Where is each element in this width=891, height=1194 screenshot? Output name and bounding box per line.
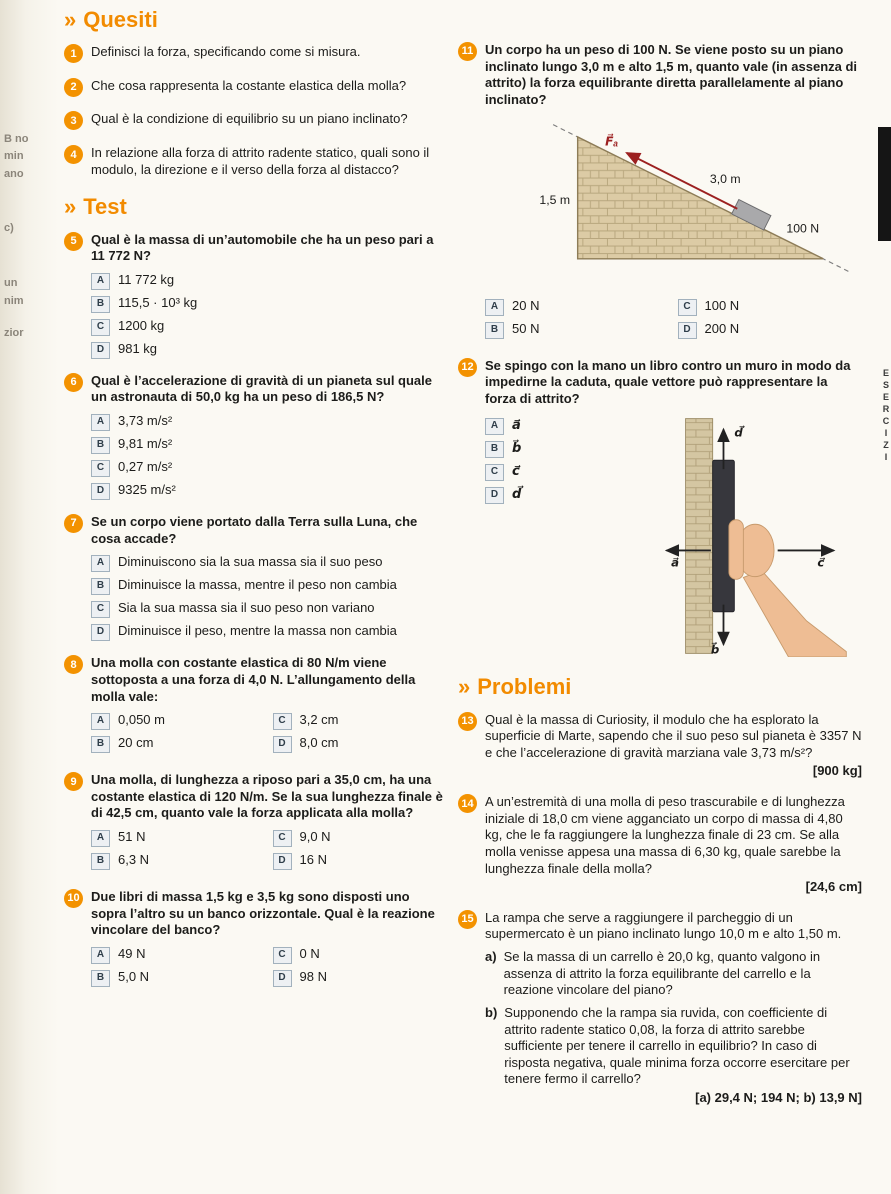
question-text: Qual è la condizione di equilibrio su un piano inclinato? <box>91 111 408 127</box>
option-text: 9,81 m/s² <box>118 436 173 451</box>
option-letter: C <box>678 299 697 316</box>
answer-option-b <box>91 735 265 753</box>
answer-option-a <box>91 946 265 964</box>
question-number-badge: 11 <box>458 42 477 61</box>
test-question-12 <box>458 358 862 658</box>
answer-option-c <box>273 829 447 847</box>
option-letter: A <box>91 830 110 847</box>
option-letter: A <box>91 273 110 290</box>
option-letter: A <box>91 947 110 964</box>
answer-option-b <box>91 436 446 454</box>
part-label: a) <box>485 949 497 965</box>
option-text: 8,0 cm <box>299 735 339 751</box>
answer-option-a <box>91 272 446 290</box>
problem-15 <box>458 910 862 1107</box>
question-text: Definisci la forza, specificando come si misura. <box>91 44 361 60</box>
option-text: 16 N <box>299 852 327 867</box>
test-question-10 <box>64 889 446 992</box>
answer-option-a <box>485 417 585 435</box>
question-number-badge: 4 <box>64 145 83 164</box>
option-text: 9325 m/s² <box>118 482 176 497</box>
answer-option-d <box>91 482 446 500</box>
test-question-5 <box>64 232 446 359</box>
question-number-badge: 15 <box>458 910 477 929</box>
question-text: Se spingo con la mano un libro contro un muro in modo da impedirne la caduta, quale vettore può rappresentare la forza di attrito? <box>485 357 851 406</box>
option-text: 100 N <box>704 297 740 313</box>
question-text: Che cosa rappresenta la costante elastica della molla? <box>91 77 407 93</box>
option-letter: B <box>91 736 110 753</box>
test-question-6 <box>64 373 446 500</box>
weight-label: 100 N <box>786 220 820 235</box>
option-letter: D <box>273 970 292 987</box>
question-text: Qual è la massa di un’automobile che ha un peso pari a 11 772 N? <box>91 231 434 264</box>
question-number-badge: 8 <box>64 655 83 674</box>
option-text: 20 cm <box>118 735 154 751</box>
answer-option-c <box>273 946 447 964</box>
option-text: 6,3 N <box>118 852 150 867</box>
quesito-1 <box>64 44 446 61</box>
answer-option-b <box>91 852 265 870</box>
margin-fragment: un <box>4 277 18 289</box>
question-number-badge: 2 <box>64 78 83 97</box>
question-number-badge: 9 <box>64 772 83 791</box>
answer-option-b <box>91 295 446 313</box>
answer-options <box>91 829 446 875</box>
option-letter: A <box>91 414 110 431</box>
answer-option-c <box>678 298 863 316</box>
section-heading-quesiti <box>64 8 446 32</box>
question-text: In relazione alla forza di attrito radente statico, quali sono il modulo, la direzione e il verso della forza al distacco? <box>91 145 430 177</box>
chevron-icon: » <box>64 194 77 220</box>
answer-option-d <box>273 852 447 870</box>
question-text: Una molla con costante elastica di 80 N/m viene sottoposta a una forza di 4,0 N. L’allungamento della molla vale: <box>91 655 416 704</box>
section-heading-test <box>64 195 446 219</box>
height-label: 1,5 m <box>539 192 571 207</box>
problem-part-a <box>485 949 862 999</box>
answer-option-b <box>91 969 265 987</box>
part-text: Se la massa di un carrello è 20,0 kg, quanto valgono in assenza di attrito la forza equilibrante del carrello e la reazione vincolare del piano? <box>503 949 821 998</box>
quesito-3 <box>64 111 446 128</box>
option-letter: B <box>91 853 110 870</box>
option-text: Diminuisce il peso, mentre la massa non cambia <box>118 623 397 639</box>
answer-options <box>91 413 446 500</box>
question-number-badge: 3 <box>64 111 83 130</box>
section-title: Problemi <box>477 674 572 700</box>
question-number-badge: 14 <box>458 794 477 813</box>
vector-b-label: b⃗ <box>710 643 720 657</box>
option-letter: B <box>485 322 504 339</box>
section-title: Quesiti <box>83 7 158 32</box>
problem-part-b <box>485 1005 862 1088</box>
answer-options <box>485 417 585 657</box>
section-heading-problemi <box>458 675 862 699</box>
option-letter: D <box>273 853 292 870</box>
quesito-2 <box>64 78 446 95</box>
answer-option-a <box>91 554 446 572</box>
margin-fragment: zior <box>4 327 24 339</box>
question-text: Qual è l’accelerazione di gravità di un pianeta sul quale un astronauta di 50,0 kg ha un peso di 186,5 N? <box>91 372 432 405</box>
test-question-9 <box>64 772 446 875</box>
option-letter: B <box>91 578 110 595</box>
question-number-badge: 7 <box>64 514 83 533</box>
answer-options <box>485 298 862 344</box>
option-letter: C <box>273 713 292 730</box>
answer-options <box>91 946 446 992</box>
option-letter: C <box>91 319 110 336</box>
option-text: Diminuiscono sia la sua massa sia il suo peso <box>118 554 383 570</box>
margin-fragment: c) <box>4 222 14 234</box>
vector-a-label: a⃗ <box>671 557 680 571</box>
option-letter: D <box>273 736 292 753</box>
slope-extension-line <box>553 124 579 137</box>
option-letter: D <box>91 483 110 500</box>
margin-fragment: min <box>4 150 24 162</box>
answer-option-d <box>678 321 863 339</box>
test-question-8 <box>64 655 446 758</box>
option-letter: B <box>91 437 110 454</box>
option-letter: B <box>485 441 504 458</box>
option-letter: C <box>91 460 110 477</box>
option-text: 5,0 N <box>118 968 150 984</box>
answer-option-d <box>91 623 446 641</box>
question-number-badge: 12 <box>458 358 477 377</box>
option-letter: C <box>91 601 110 618</box>
margin-fragment: ano <box>4 168 24 180</box>
slope-extension-line <box>821 257 849 271</box>
book-against-wall-figure <box>662 415 850 657</box>
answer-option-a <box>91 712 265 730</box>
margin-fragment: nim <box>4 295 24 307</box>
question-number-badge: 5 <box>64 232 83 251</box>
option-text: 49 N <box>118 945 146 961</box>
answer-option-d <box>485 486 585 504</box>
question-text: Due libri di massa 1,5 kg e 3,5 kg sono disposti uno sopra l’altro su un banco orizzontale. Qual è la reazione vincolare del banco? <box>91 889 435 938</box>
answer-option-a <box>91 829 265 847</box>
option-letter: A <box>91 555 110 572</box>
answer-option-c <box>485 463 585 481</box>
option-text: 50 N <box>512 320 540 336</box>
problem-text: Qual è la massa di Curiosity, il modulo che ha esplorato la superficie di Marte, sapendo che il suo peso sul pianeta è 3357 N e che l’accelerazione di gravità marziana vale 3,73 m/s²? <box>485 711 862 760</box>
option-text: a⃗ <box>512 417 521 433</box>
option-letter: A <box>91 713 110 730</box>
wall <box>686 419 713 654</box>
test-question-11 <box>458 42 862 344</box>
option-letter: C <box>273 830 292 847</box>
vector-d-label: d⃗ <box>734 427 743 441</box>
margin-fragment: B no <box>4 133 29 145</box>
chevron-icon: » <box>64 7 77 32</box>
part-text: Supponendo che la rampa sia ruvida, con coefficiente di attrito radente statico 0,08, la forza di attrito sarebbe sufficiente per tenere il carrello in equilibrio? In caso di risposta negativa, quale minima forza occorre esercitare per tenere fermo il carrello? <box>504 1004 850 1087</box>
inclined-plane <box>578 136 824 258</box>
answer-option-d <box>273 735 447 753</box>
question-text: Se un corpo viene portato dalla Terra sulla Luna, che cosa accade? <box>91 514 418 546</box>
option-text: 0,050 m <box>118 712 165 728</box>
option-text: 98 N <box>299 968 327 984</box>
answer-option-c <box>91 459 446 477</box>
option-text: 51 N <box>118 829 146 844</box>
answer-options <box>91 554 446 641</box>
option-text: 981 kg <box>118 340 158 356</box>
option-text: 3,73 m/s² <box>118 413 173 428</box>
option-letter: D <box>91 342 110 359</box>
problem-text: A un’estremità di una molla di peso trascurabile e di lunghezza iniziale di 18,0 cm viene agganciato un corpo di massa di 4,80 kg, che le fa raggiungere la lunghezza finale di 23 cm. Se alla molla venisse appesa una massa di 6,30 kg, quale sarebbe la lunghezza finale della molla? <box>485 794 845 876</box>
answer-option-d <box>273 969 447 987</box>
option-text: 0,27 m/s² <box>118 459 173 474</box>
option-text: 1200 kg <box>118 317 165 333</box>
option-text: Sia la sua massa sia il suo peso non variano <box>118 600 375 616</box>
question-number-badge: 10 <box>64 889 83 908</box>
question-text: Un corpo ha un peso di 100 N. Se viene posto su un piano inclinato lungo 3,0 m e alto 1,5 m, quanto vale (in assenza di attrito) la forza equilibrante diretta parallelamente al piano inclinato? <box>485 42 858 107</box>
option-text: Diminuisce la massa, mentre il peso non cambia <box>118 577 397 593</box>
hand <box>729 520 846 657</box>
question-number-badge: 13 <box>458 712 477 731</box>
answer-key: [24,6 cm] <box>805 879 862 895</box>
inclined-plane-figure <box>521 117 861 291</box>
answer-option-b <box>485 440 585 458</box>
vector-c-label: c⃗ <box>817 557 825 571</box>
option-letter: B <box>91 970 110 987</box>
right-column <box>458 0 862 1121</box>
option-letter: C <box>273 947 292 964</box>
answer-option-c <box>91 600 446 618</box>
part-label: b) <box>485 1004 498 1020</box>
option-text: d⃗ <box>512 486 522 502</box>
section-title: Test <box>83 194 127 220</box>
chevron-icon: » <box>458 674 471 700</box>
answer-option-d <box>91 341 446 359</box>
question-number-badge: 1 <box>64 44 83 63</box>
answer-options <box>91 712 446 758</box>
left-column <box>64 0 446 1006</box>
option-letter: A <box>485 299 504 316</box>
question-12-content <box>485 415 862 657</box>
answer-option-a <box>485 298 670 316</box>
option-letter: C <box>485 464 504 481</box>
option-text: 11 772 kg <box>118 271 175 287</box>
answer-option-b <box>91 577 446 595</box>
answer-option-a <box>91 413 446 431</box>
force-label: F⃗ₐ <box>605 133 619 148</box>
option-text: 3,2 cm <box>299 712 339 728</box>
answer-option-c <box>91 318 446 336</box>
option-letter: D <box>678 322 697 339</box>
option-letter: D <box>485 487 504 504</box>
option-letter: B <box>91 296 110 313</box>
answer-options <box>91 272 446 359</box>
option-text: 115,5 · 10³ kg <box>118 294 198 310</box>
problem-text: La rampa che serve a raggiungere il parcheggio di un supermercato è un piano inclinato lungo 10,0 m e alto 1,50 m. <box>485 909 842 942</box>
problem-14 <box>458 794 862 896</box>
test-question-7 <box>64 514 446 641</box>
answer-option-c <box>273 712 447 730</box>
option-letter: D <box>91 624 110 641</box>
answer-key: [a) 29,4 N; 194 N; b) 13,9 N] <box>695 1090 862 1106</box>
option-text: 0 N <box>299 945 320 961</box>
option-text: 200 N <box>704 320 740 336</box>
answer-option-b <box>485 321 670 339</box>
option-text: c⃗ <box>512 463 520 479</box>
quesito-4 <box>64 145 446 178</box>
page-edge-tab <box>878 127 891 241</box>
option-text: 9,0 N <box>299 829 331 844</box>
answer-key: [900 kg] <box>812 763 862 779</box>
question-text: Una molla, di lunghezza a riposo pari a 35,0 cm, ha una costante elastica di 120 N/m. Se la sua lunghezza finale è di 42,5 cm, quanto vale la forza applicata alla molla? <box>91 772 443 821</box>
edge-tab-label: ESERCIZI <box>881 368 891 464</box>
option-text: b⃗ <box>512 440 522 456</box>
slope-length-label: 3,0 m <box>709 171 741 186</box>
option-text: 20 N <box>512 297 540 313</box>
problem-13 <box>458 712 862 781</box>
option-letter: A <box>485 418 504 435</box>
question-number-badge: 6 <box>64 373 83 392</box>
